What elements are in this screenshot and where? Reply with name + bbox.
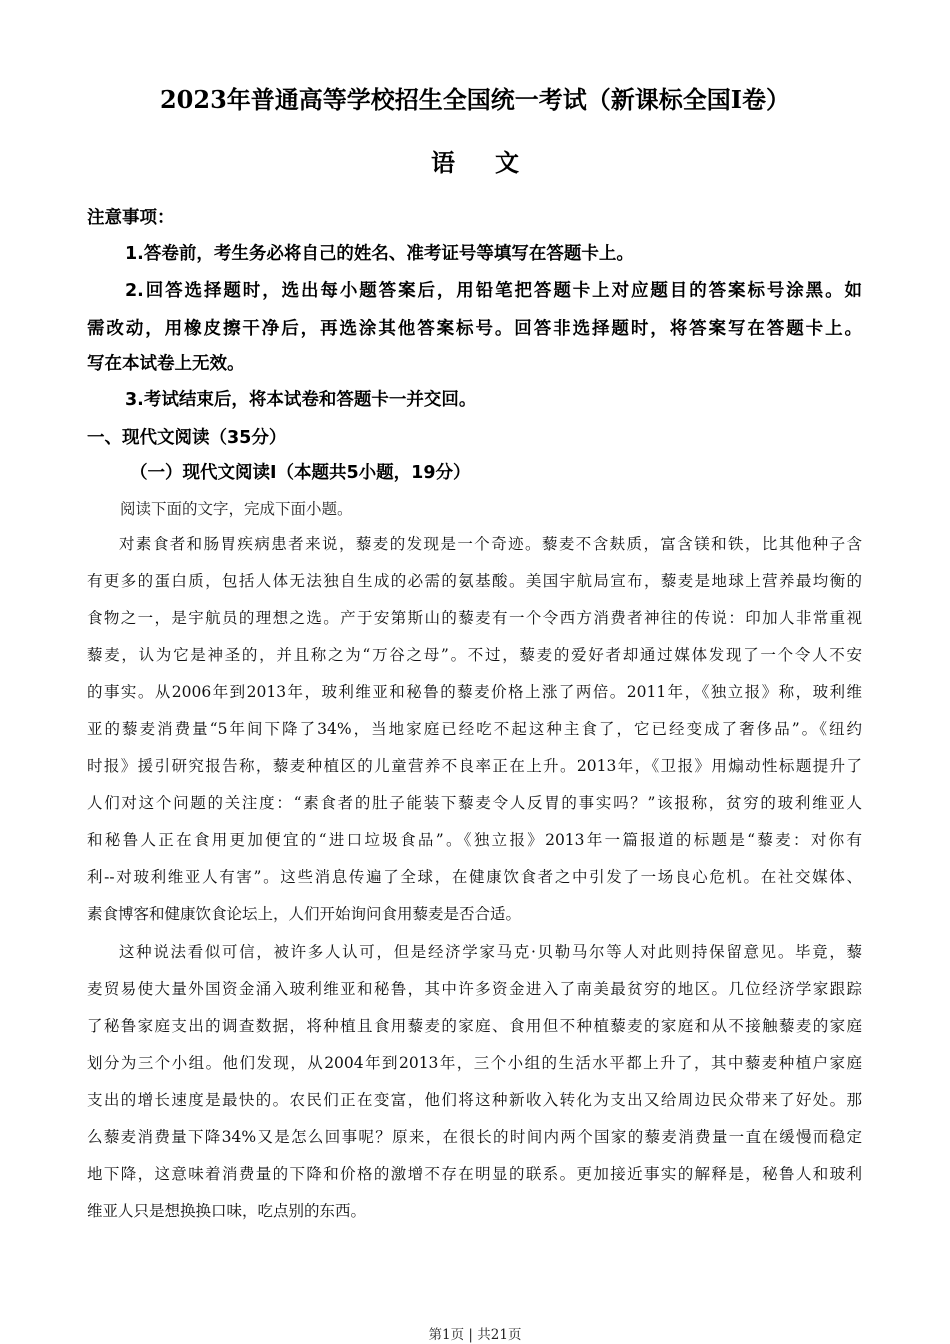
paragraph-line: 地下降，这意味着消费量的下降和价格的激增不存在明显的联系。更加接近事实的解释是，秘鲁人和玻利 (87, 1165, 862, 1183)
subject-char-1: 语 (431, 148, 455, 177)
reading-instruction: 阅读下面的文字，完成下面小题。 (120, 500, 353, 518)
paragraph-line: 人们对这个问题的关注度：“素食者的肚子能装下藜麦令人反胃的事实吗？”该报称，贫穷的玻利维亚人 (87, 794, 862, 812)
paragraph-line: 支出的增长速度是最快的。农民们正在变富，他们将这种新收入转化为支出又给周边民众带来了好处。那 (87, 1091, 862, 1109)
paragraph-line: 时报》援引研究报告称，藜麦种植区的儿童营养不良率正在上升。2013年，《卫报》用煽动性标题提升了 (87, 757, 862, 775)
notice-item-3: 3.考试结束后，将本试卷和答题卡一并交回。 (125, 390, 477, 410)
paragraph-line: 和秘鲁人正在食用更加便宜的“进口垃圾食品”。《独立报》2013年一篇报道的标题是“藜麦：对你有 (87, 831, 862, 849)
paragraph-line: 划分为三个小组。他们发现，从2004年到2013年，三个小组的生活水平都上升了，其中藜麦种植户家庭 (87, 1054, 862, 1072)
paragraph-line: 麦贸易使大量外国资金涌入玻利维亚和秘鲁，其中许多资金进入了南美最贫穷的地区。几位经济学家跟踪 (87, 980, 862, 998)
paragraph-line: 素食博客和健康饮食论坛上，人们开始询问食用藜麦是否合适。 (87, 905, 522, 923)
section-1-subheading: （一）现代文阅读Ⅰ（本题共5小题，19分） (130, 463, 471, 483)
notice-item-2-line-1: 2.回答选择题时，选出每小题答案后，用铅笔把答题卡上对应题目的答案标号涂黑。如 (125, 281, 862, 301)
section-1-heading: 一、现代文阅读（35分） (87, 428, 287, 448)
subject-char-2: 文 (495, 148, 519, 177)
paragraph-line: 么藜麦消费量下降34%又是怎么回事呢？原来，在很长的时间内两个国家的藜麦消费量一直在缓慢而稳定 (87, 1128, 862, 1146)
paragraph-line: 利--对玻利维亚人有害”。这些消息传遍了全球，在健康饮食者之中引发了一场良心危机。在社交媒体、 (87, 868, 862, 886)
notice-item-2-line-2: 需改动，用橡皮擦干净后，再选涂其他答案标号。回答非选择题时，将答案写在答题卡上。 (87, 319, 862, 339)
subject-title (0, 146, 950, 180)
paragraph-line: 食物之一，是宇航员的理想之选。产于安第斯山的藜麦有一个令西方消费者神往的传说：印加人非常重视 (87, 609, 862, 627)
page-number-footer: 第1页 | 共21页 (428, 1327, 522, 1343)
passage-paragraph-2 (87, 941, 862, 1237)
paragraph-line: 的事实。从2006年到2013年，玻利维亚和秘鲁的藜麦价格上涨了两倍。2011年，《独立报》称，玻利维 (87, 683, 862, 701)
paragraph-line: 藜麦，认为它是神圣的，并且称之为“万谷之母”。不过，藜麦的爱好者却通过媒体发现了一个令人不安 (87, 646, 862, 664)
paragraph-line: 了秘鲁家庭支出的调查数据，将种植且食用藜麦的家庭、食用但不种植藜麦的家庭和从不接触藜麦的家庭 (87, 1017, 862, 1035)
notice-item-2-line-3: 写在本试卷上无效。 (87, 354, 245, 374)
exam-title: 2023年普通高等学校招生全国统一考试（新课标全国Ⅰ卷） (159, 85, 791, 114)
paragraph-line: 对素食者和肠胃疾病患者来说，藜麦的发现是一个奇迹。藜麦不含麸质，富含镁和铁，比其他种子含 (119, 535, 862, 553)
passage-paragraph-1 (87, 533, 862, 940)
paragraph-line: 这种说法看似可信，被许多人认可，但是经济学家马克·贝勒马尔等人对此则持保留意见。毕竟，藜 (119, 943, 862, 961)
notice-item-1: 1.答卷前，考生务必将自己的姓名、准考证号等填写在答题卡上。 (125, 244, 634, 264)
paragraph-line: 维亚人只是想换换口味，吃点别的东西。 (87, 1202, 367, 1220)
paragraph-line: 亚的藜麦消费量“5年间下降了34%，当地家庭已经吃不起这种主食了，它已经变成了奢侈品”。《纽约 (87, 720, 862, 738)
notice-heading: 注意事项： (87, 208, 175, 228)
paragraph-line: 有更多的蛋白质，包括人体无法独自生成的必需的氨基酸。美国宇航局宣布，藜麦是地球上营养最均衡的 (87, 572, 862, 590)
